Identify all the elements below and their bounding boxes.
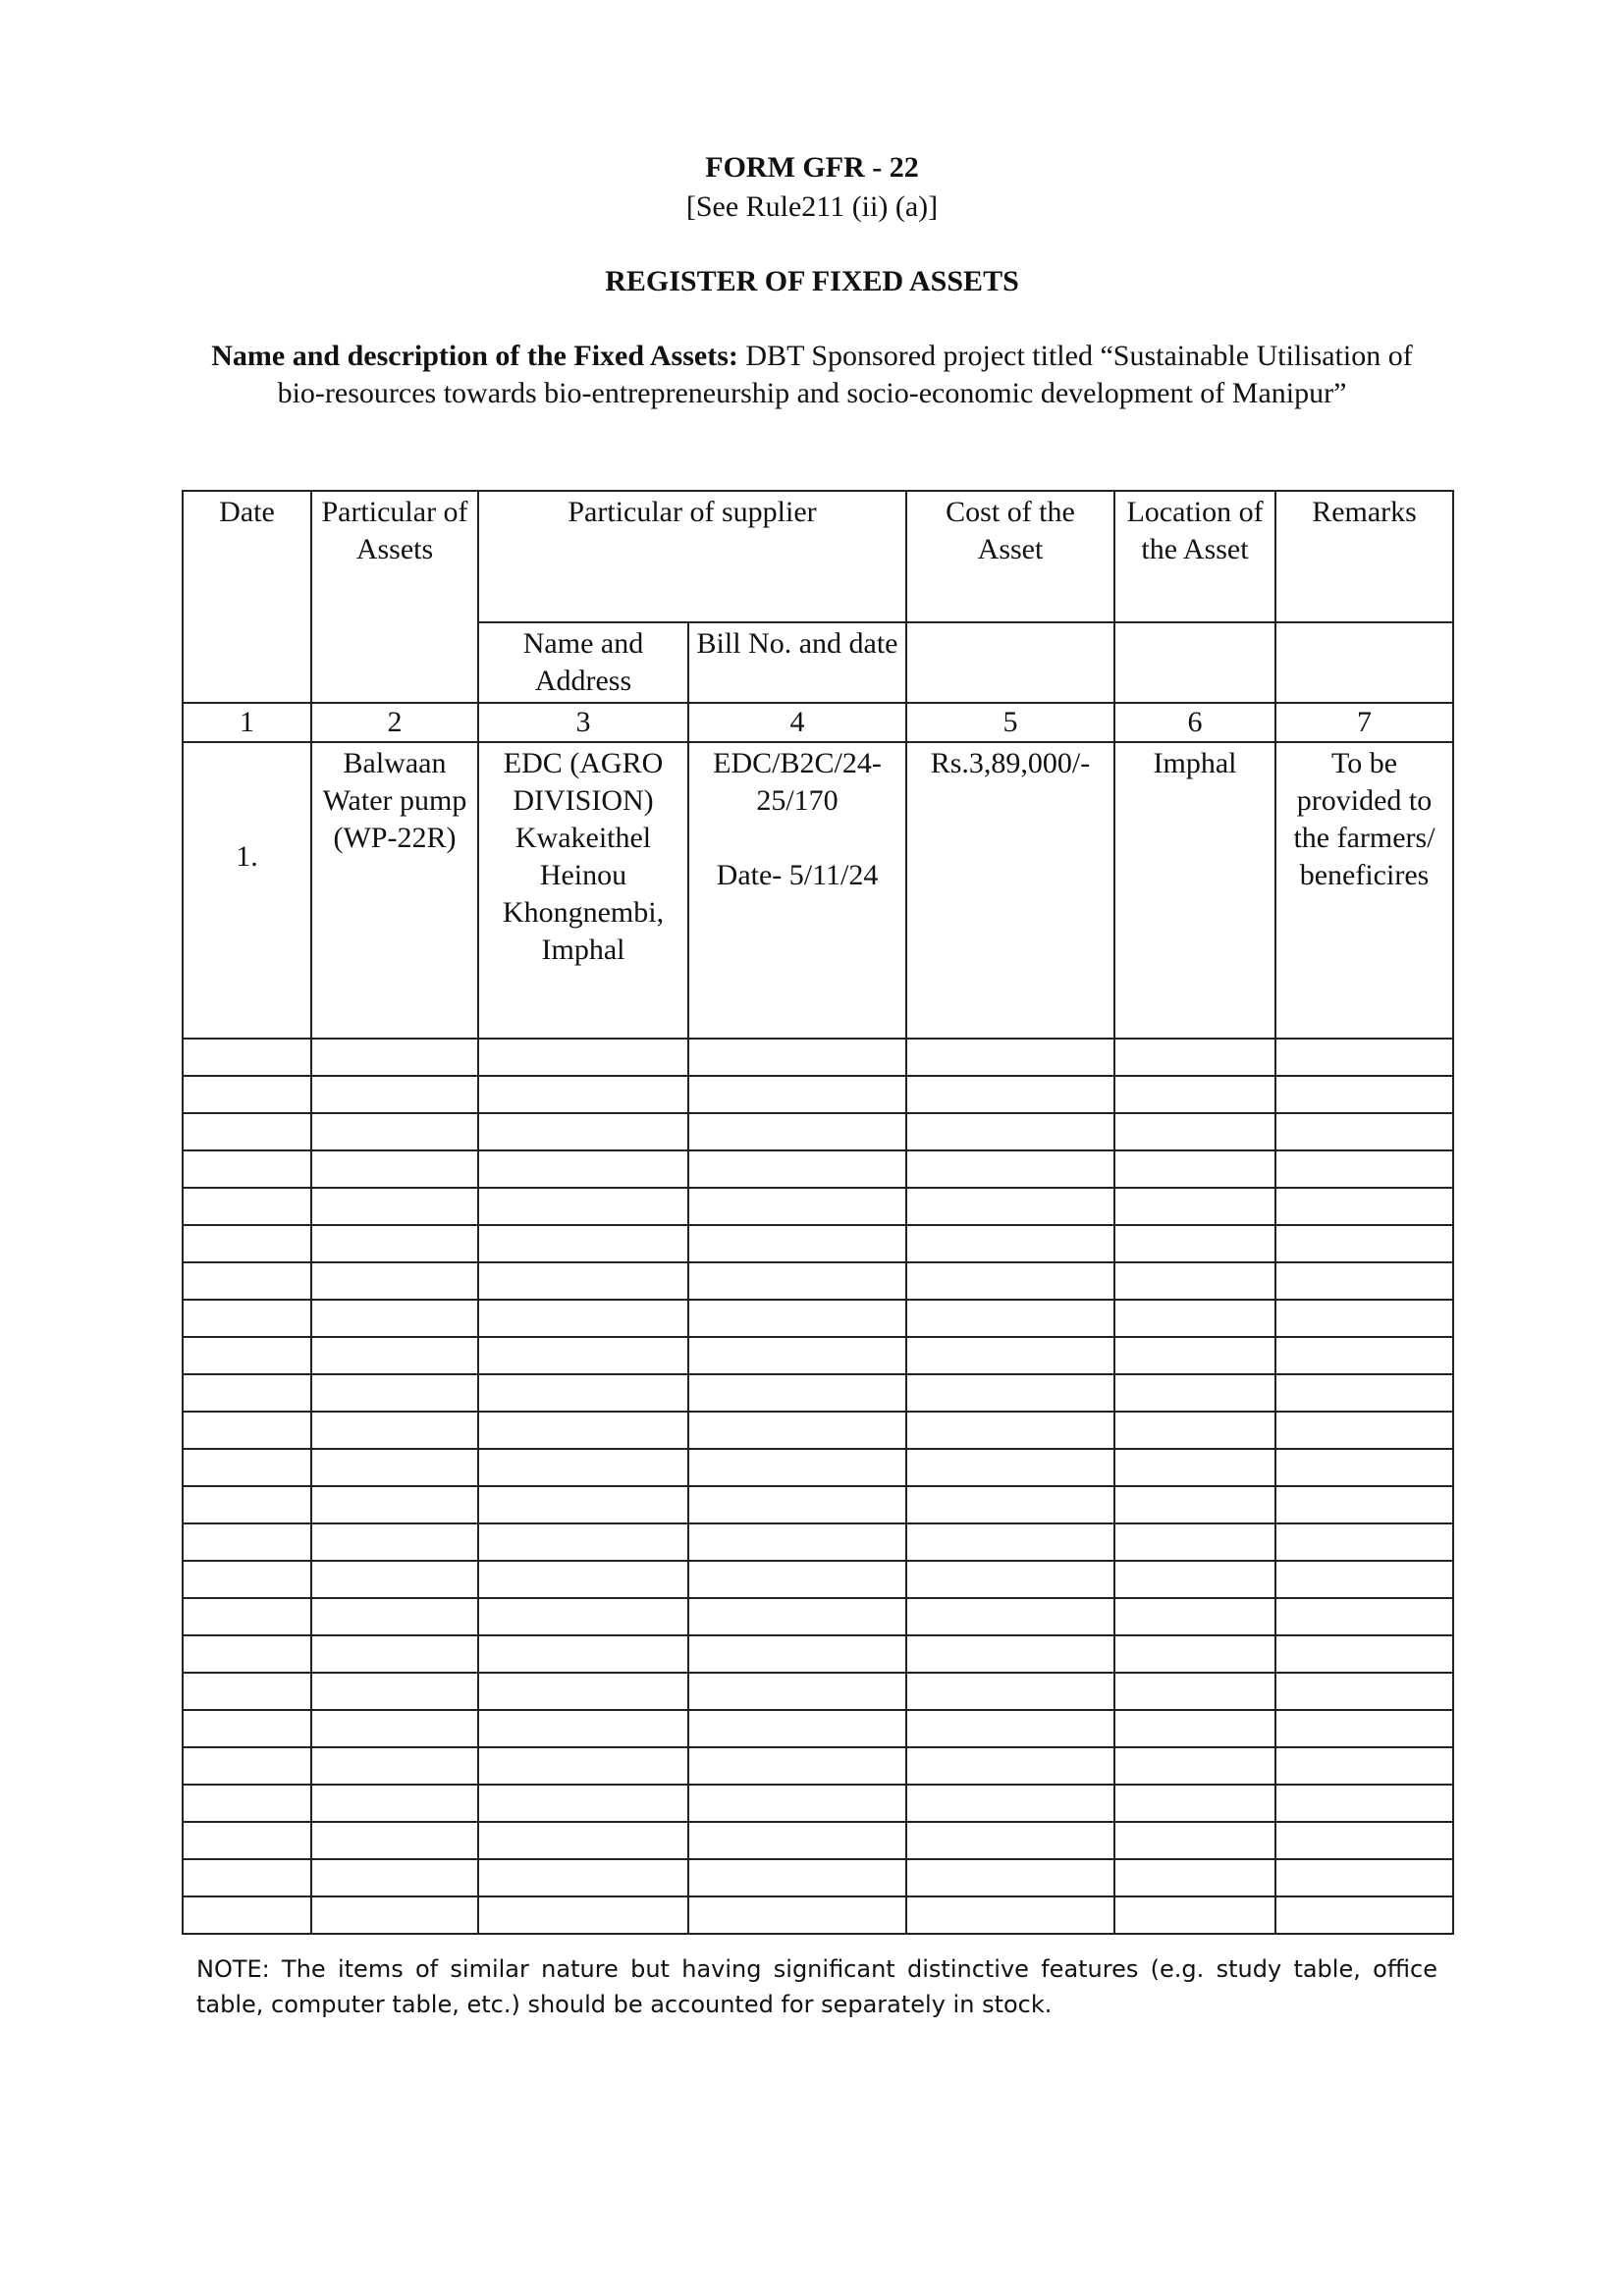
blank-row [183, 1150, 1453, 1188]
blank-row [183, 1225, 1453, 1262]
empty-cell [906, 1188, 1114, 1225]
empty-cell [478, 1374, 688, 1412]
empty-cell [906, 1859, 1114, 1896]
row-cost: Rs.3,89,000/- [906, 742, 1114, 1039]
empty-cell [478, 1635, 688, 1673]
empty-cell [688, 1449, 906, 1486]
empty-cell [311, 1486, 478, 1523]
empty-cell [183, 1486, 311, 1523]
empty-cell [906, 1896, 1114, 1934]
blank-row [183, 1561, 1453, 1598]
empty-cell [688, 1337, 906, 1374]
empty-cell [1275, 1374, 1453, 1412]
column-number: 7 [1275, 703, 1453, 742]
empty-cell [183, 1113, 311, 1150]
column-number-row [183, 703, 1453, 742]
empty-cell [183, 1710, 311, 1747]
empty-cell [478, 1076, 688, 1113]
empty-cell [1275, 1412, 1453, 1449]
empty-cell [1114, 1785, 1275, 1822]
empty-cell [688, 1523, 906, 1561]
empty-cell [311, 1673, 478, 1710]
empty-cell [1114, 1188, 1275, 1225]
empty-cell [688, 1747, 906, 1785]
blank-row [183, 1785, 1453, 1822]
empty-cell [1275, 1859, 1453, 1896]
empty-cell [688, 1113, 906, 1150]
empty-cell [478, 1486, 688, 1523]
empty-cell [183, 1039, 311, 1076]
blank-row [183, 1337, 1453, 1374]
blank-row [183, 1747, 1453, 1785]
empty-cell [1114, 1598, 1275, 1635]
row-remarks: To be provided to the farmers/ beneficires [1275, 742, 1453, 1039]
empty-cell [688, 1598, 906, 1635]
empty-cell [1275, 1822, 1453, 1859]
blank-row [183, 1449, 1453, 1486]
blank-row [183, 1113, 1453, 1150]
empty-cell [1114, 1374, 1275, 1412]
empty-cell [1275, 1747, 1453, 1785]
header-remarks: Remarks [1275, 491, 1453, 622]
empty-cell [311, 1374, 478, 1412]
empty-cell [1275, 1673, 1453, 1710]
empty-cell [688, 1076, 906, 1113]
column-number: 4 [688, 703, 906, 742]
header-cost: Cost of the Asset [906, 491, 1114, 622]
empty-cell [183, 1412, 311, 1449]
empty-cell [478, 1188, 688, 1225]
empty-cell [183, 1598, 311, 1635]
empty-cell [1275, 1896, 1453, 1934]
header-particular-supplier: Particular of supplier [478, 491, 906, 622]
empty-cell [183, 1896, 311, 1934]
empty-cell [1114, 1113, 1275, 1150]
empty-cell [1275, 1188, 1453, 1225]
empty-cell [183, 1747, 311, 1785]
empty-cell [311, 1225, 478, 1262]
empty-cell [478, 1673, 688, 1710]
empty-cell [906, 1113, 1114, 1150]
blank-row [183, 1859, 1453, 1896]
row-location: Imphal [1114, 742, 1275, 1039]
empty-cell [1114, 1449, 1275, 1486]
empty-cell [311, 1859, 478, 1896]
column-number: 3 [478, 703, 688, 742]
empty-cell [906, 1561, 1114, 1598]
empty-cell [906, 1374, 1114, 1412]
empty-cell [1114, 1300, 1275, 1337]
empty-cell [906, 1747, 1114, 1785]
empty-cell [688, 1225, 906, 1262]
header-particular-assets: Particular of Assets [311, 491, 478, 703]
note-text: NOTE: The items of similar nature but having significant distinctive features (e.g. study table, office table, computer table, etc.) should be accounted for separately in stock. [196, 1955, 1437, 2018]
empty-cell [906, 1523, 1114, 1561]
empty-cell [1114, 1822, 1275, 1859]
empty-cell [478, 1300, 688, 1337]
empty-cell [478, 1822, 688, 1859]
empty-cell [1114, 1747, 1275, 1785]
empty-cell [1275, 1225, 1453, 1262]
empty-cell [478, 1412, 688, 1449]
empty-cell [906, 1449, 1114, 1486]
empty-cell [478, 1523, 688, 1561]
empty-cell [688, 1859, 906, 1896]
asset-description [196, 338, 1428, 412]
blank-row [183, 1896, 1453, 1934]
empty-cell [183, 1150, 311, 1188]
empty-cell [1275, 1561, 1453, 1598]
empty-cell [311, 1113, 478, 1150]
blank-row [183, 1300, 1453, 1337]
bill-number: EDC/B2C/24-25/170 [713, 747, 882, 817]
empty-cell [906, 1039, 1114, 1076]
blank-row [183, 1822, 1453, 1859]
empty-cell [311, 1412, 478, 1449]
empty-cell [906, 1337, 1114, 1374]
blank-row [183, 1188, 1453, 1225]
blank-row [183, 1412, 1453, 1449]
empty-cell [1114, 1076, 1275, 1113]
empty-cell [183, 1076, 311, 1113]
empty-cell [311, 1785, 478, 1822]
empty-cell [311, 1039, 478, 1076]
row-date: 1. [183, 742, 311, 1039]
empty-cell [183, 1188, 311, 1225]
column-number: 2 [311, 703, 478, 742]
empty-cell [183, 1262, 311, 1300]
empty-cell [1114, 1337, 1275, 1374]
empty-cell [688, 1785, 906, 1822]
empty-cell [183, 1374, 311, 1412]
blank-row [183, 1635, 1453, 1673]
empty-cell [906, 1635, 1114, 1673]
empty-cell [1114, 1039, 1275, 1076]
empty-cell [688, 1822, 906, 1859]
row-supplier-name-address [478, 742, 688, 1039]
empty-cell [311, 1449, 478, 1486]
empty-cell [1275, 1785, 1453, 1822]
empty-cell [906, 1673, 1114, 1710]
empty-cell [688, 1300, 906, 1337]
blank-row [183, 1076, 1453, 1113]
empty-cell [1275, 1039, 1453, 1076]
empty-cell [906, 1076, 1114, 1113]
empty-cell [906, 1300, 1114, 1337]
description-text: DBT Sponsored project titled “Sustainable Utilisation of bio-resources towards bio-entrepreneurship and socio-economic development of Manipur” [277, 340, 1413, 409]
empty-cell [478, 1561, 688, 1598]
empty-cell [1275, 1300, 1453, 1337]
empty-cell [478, 1449, 688, 1486]
form-title: FORM GFR - 22 [705, 151, 919, 184]
supplier-address: Kwakeithel Heinou Khongnembi, Imphal [502, 822, 665, 966]
blank-row [183, 1374, 1453, 1412]
row-bill-no [688, 742, 906, 1039]
empty-cell [1114, 1486, 1275, 1523]
row-particular: Balwaan Water pump (WP-22R) [311, 742, 478, 1039]
empty-cell [183, 1635, 311, 1673]
empty-cell [478, 1150, 688, 1188]
empty-cell [688, 1412, 906, 1449]
empty-cell [688, 1710, 906, 1747]
empty-cell [1275, 1710, 1453, 1747]
empty-cell [906, 1598, 1114, 1635]
empty-cell [688, 1039, 906, 1076]
empty-cell [478, 1859, 688, 1896]
empty-cell [311, 1150, 478, 1188]
empty-cell [1114, 622, 1275, 703]
blank-row [183, 1598, 1453, 1635]
blank-row [183, 1039, 1453, 1076]
empty-cell [311, 1896, 478, 1934]
empty-cell [688, 1635, 906, 1673]
empty-cell [311, 1300, 478, 1337]
empty-cell [183, 1785, 311, 1822]
empty-cell [183, 1561, 311, 1598]
empty-cell [1114, 1561, 1275, 1598]
empty-cell [311, 1561, 478, 1598]
empty-cell [1275, 1486, 1453, 1523]
blank-row [183, 1486, 1453, 1523]
blank-row [183, 1673, 1453, 1710]
description-label: Name and description of the Fixed Assets: [211, 340, 738, 372]
bill-date: Date- 5/11/24 [716, 859, 879, 891]
empty-cell [183, 1523, 311, 1561]
column-number: 6 [1114, 703, 1275, 742]
empty-cell [311, 1710, 478, 1747]
column-number: 5 [906, 703, 1114, 742]
empty-cell [183, 1449, 311, 1486]
empty-cell [1114, 1896, 1275, 1934]
empty-cell [1114, 1635, 1275, 1673]
empty-cell [1114, 1262, 1275, 1300]
empty-cell [1114, 1710, 1275, 1747]
empty-cell [688, 1896, 906, 1934]
empty-cell [1275, 1262, 1453, 1300]
empty-cell [1114, 1523, 1275, 1561]
empty-cell [183, 1225, 311, 1262]
empty-cell [906, 1822, 1114, 1859]
header-date: Date [183, 491, 311, 703]
empty-cell [906, 622, 1114, 703]
empty-cell [183, 1673, 311, 1710]
rule-reference: [See Rule211 (ii) (a)] [685, 190, 939, 223]
blank-row [183, 1262, 1453, 1300]
empty-cell [1275, 1449, 1453, 1486]
empty-cell [906, 1150, 1114, 1188]
empty-cell [688, 1262, 906, 1300]
empty-cell [478, 1598, 688, 1635]
empty-cell [1275, 1598, 1453, 1635]
empty-cell [906, 1710, 1114, 1747]
empty-cell [1275, 1113, 1453, 1150]
empty-cell [906, 1486, 1114, 1523]
empty-cell [1275, 1076, 1453, 1113]
empty-cell [183, 1337, 311, 1374]
empty-cell [478, 1747, 688, 1785]
empty-cell [1275, 622, 1453, 703]
empty-cell [688, 1374, 906, 1412]
empty-cell [183, 1300, 311, 1337]
empty-cell [478, 1225, 688, 1262]
header-row [183, 491, 1453, 622]
empty-cell [1114, 1150, 1275, 1188]
empty-cell [1114, 1412, 1275, 1449]
empty-cell [311, 1523, 478, 1561]
empty-cell [478, 1262, 688, 1300]
empty-cell [478, 1785, 688, 1822]
empty-cell [311, 1822, 478, 1859]
empty-cell [311, 1598, 478, 1635]
empty-cell [906, 1225, 1114, 1262]
blank-row [183, 1710, 1453, 1747]
empty-cell [906, 1785, 1114, 1822]
fixed-assets-register-table [182, 490, 1454, 1935]
empty-cell [688, 1561, 906, 1598]
empty-cell [478, 1337, 688, 1374]
register-title: REGISTER OF FIXED ASSETS [605, 265, 1019, 297]
empty-cell [183, 1859, 311, 1896]
empty-cell [311, 1188, 478, 1225]
empty-cell [183, 1822, 311, 1859]
header-name-address: Name and Address [478, 622, 688, 703]
empty-cell [1114, 1673, 1275, 1710]
empty-cell [1275, 1337, 1453, 1374]
empty-cell [906, 1412, 1114, 1449]
empty-cell [688, 1486, 906, 1523]
empty-cell [311, 1076, 478, 1113]
empty-cell [1114, 1225, 1275, 1262]
empty-cell [478, 1710, 688, 1747]
table-row [183, 742, 1453, 1039]
empty-cell [906, 1262, 1114, 1300]
supplier-name: EDC (AGRO DIVISION) [503, 747, 664, 817]
empty-cell [311, 1747, 478, 1785]
header-location: Location of the Asset [1114, 491, 1275, 622]
column-number: 1 [183, 703, 311, 742]
empty-cell [311, 1635, 478, 1673]
empty-cell [478, 1113, 688, 1150]
empty-cell [311, 1262, 478, 1300]
empty-cell [1275, 1150, 1453, 1188]
empty-cell [1275, 1523, 1453, 1561]
empty-cell [688, 1673, 906, 1710]
blank-row [183, 1523, 1453, 1561]
empty-cell [478, 1896, 688, 1934]
empty-cell [1114, 1859, 1275, 1896]
empty-cell [1275, 1635, 1453, 1673]
header-bill-no: Bill No. and date [688, 622, 906, 703]
empty-cell [478, 1039, 688, 1076]
empty-cell [311, 1337, 478, 1374]
empty-cell [688, 1150, 906, 1188]
empty-cell [688, 1188, 906, 1225]
